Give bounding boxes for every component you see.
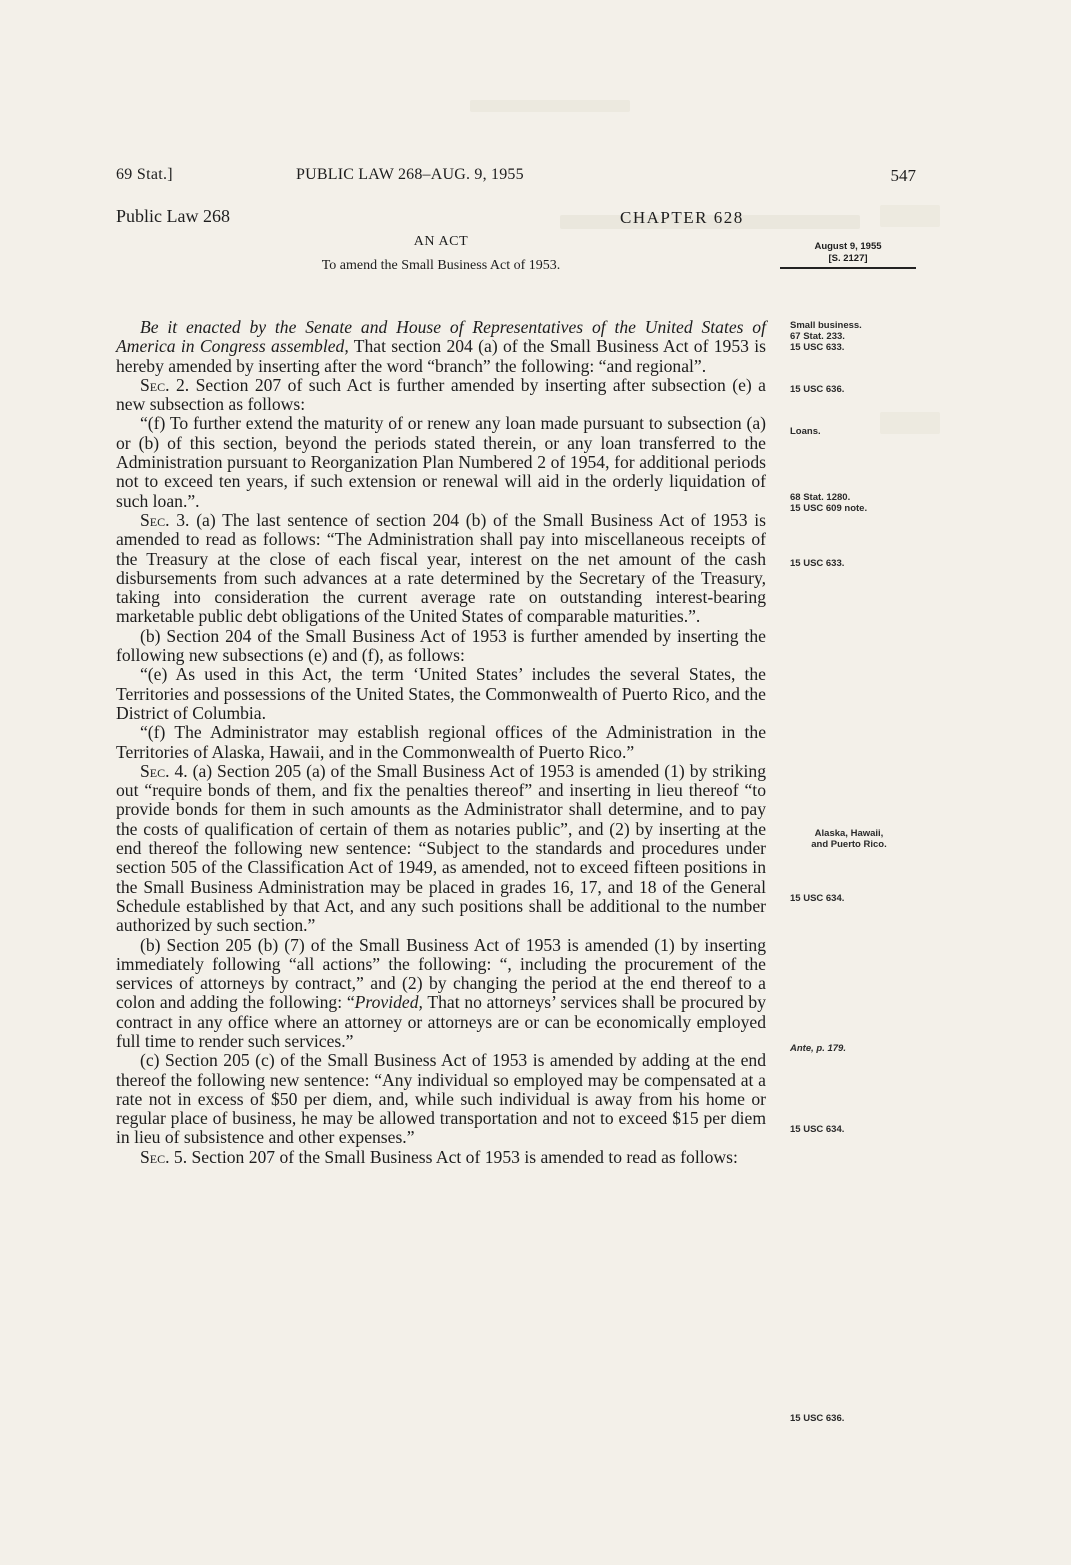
section-4: Sec. 4. (a) Section 205 (a) of the Small Business Act of 1953 is amended (1) by striking out “require bonds of them, and fix the penalties thereof” and inserting in lieu thereof “to provide bonds for them in such amounts as the Administrator shall determine, and to pay the costs of qualification of certain of them as notaries public”, and (2) by inserting at the end thereof the following new sentence: “Subject to the standards and procedures under section 505 of the Classification Act of 1949, as amended, not to exceed fifteen positions in the Small Business Administration may be placed in grades 16, 17, and 18 of the General Schedule established by that Act, and any such positions shall be additional to the number authorized by such section.” xyxy=(116,760,766,936)
volume-reference: 69 Stat.] xyxy=(116,166,173,183)
section-label: Sec. 4. xyxy=(140,760,188,781)
margin-note-usc-633: 15 USC 633. xyxy=(790,558,845,569)
section-3-b: (b) Section 204 of the Small Business Act of 1953 is further amended by inserting the following new subsections (e) and (f), as follows: xyxy=(116,625,766,666)
section-4-b: (b) Section 205 (b) (7) of the Small Business Act of 1953 is amended (1) by inserting immediately following “all actions” the following: “, including the procurement of the services of attorneys by contract,” and (2) by changing the period at the end thereof to a colon and adding the following: “Provided, That no attorneys’ services shall be procured by contract in any office where an attorney or attorneys are or can be economically employed full time to render such services.” xyxy=(116,934,766,1051)
page-number: 547 xyxy=(890,166,916,185)
section-2-subsection-f: “(f) To further extend the maturity of or renew any loan made pursuant to subsection (a) or (b) of this section, beyond the periods stated therein, or any loan transferred to the Administration pursuant to Reorganization Plan Numbered 2 of 1954, for additional periods not to exceed ten years, if such extension or renewal will aid in the orderly liquidation of such loan.”. xyxy=(116,413,766,511)
margin-note-usc-636-b: 15 USC 636. xyxy=(790,1413,845,1424)
margin-note-68-stat: 68 Stat. 1280. 15 USC 609 note. xyxy=(790,492,868,514)
section-3: Sec. 3. (a) The last sentence of section 204 (b) of the Small Business Act of 1953 is amended to read as follows: “The Administration shall pay into miscellaneous receipts of the Treasury at the close of each fiscal year, interest on the net amount of the cash disbursements from such advances at a rate determined by the Secretary of the Treasury, taking into consideration the current average rate on outstanding interest-bearing marketable public debt obligations of the United States of comparable maturities.”. xyxy=(116,509,766,627)
enactment-date: August 9, 1955 xyxy=(814,241,882,252)
section-4-c: (c) Section 205 (c) of the Small Business Act of 1953 is amended by adding at the end thereof the following new sentence: “Any individual so employed may be compensated at a rate not in excess of $50 per diem, and, while such individual is away from his home or regular place of business, he may be allowed transportation and not to exceed $15 per diem in lieu of subsistence and other expenses.” xyxy=(116,1050,766,1148)
section-3-subsection-e: “(e) As used in this Act, the term ‘United States’ includes the several States, the Territories and possessions of the United States, the Commonwealth of Puerto Rico, and the District of Columbia. xyxy=(116,664,766,723)
act-purpose: To amend the Small Business Act of 1953. xyxy=(321,258,561,273)
margin-note-usc-636: 15 USC 636. xyxy=(790,384,845,395)
running-head xyxy=(116,166,916,188)
section-label: Sec. 5. xyxy=(140,1146,188,1167)
enacting-clause: Be it enacted by the Senate and House of Representatives of the United States of America in Congress assembled, That section 204 (a) of the Small Business Act of 1953 is hereby amended by inserting after the word “branch” the following: “and regional”. xyxy=(116,317,766,376)
an-act-label: AN ACT xyxy=(413,234,469,249)
bleed-through-artifact xyxy=(470,100,630,112)
margin-note-ante: Ante, p. 179. xyxy=(790,1043,846,1054)
chapter-label: CHAPTER 628 xyxy=(620,208,744,227)
section-label: Sec. 3. xyxy=(140,509,190,530)
margin-note-usc-634-b: 15 USC 634. xyxy=(790,1124,845,1135)
section-label: Sec. 2. xyxy=(140,374,190,395)
margin-note-territories: Alaska, Hawaii, and Puerto Rico. xyxy=(811,828,887,850)
section-2: Sec. 2. Section 207 of such Act is further amended by inserting after subsection (e) a new subsection as follows: xyxy=(116,374,766,415)
bleed-through-artifact xyxy=(880,205,940,227)
margin-note-loans: Loans. xyxy=(790,426,821,437)
running-head-title: PUBLIC LAW 268–AUG. 9, 1955 xyxy=(296,166,524,183)
margin-note-usc-634: 15 USC 634. xyxy=(790,893,845,904)
act-body xyxy=(116,318,766,1167)
date-box xyxy=(780,241,916,269)
section-5: Sec. 5. Section 207 of the Small Business Act of 1953 is amended to read as follows: xyxy=(140,1146,738,1167)
enacting-formula: Be it enacted by the Senate and House of Representatives of the United States of America in Congress assembled, xyxy=(116,317,766,357)
section-3-subsection-f: “(f) The Administrator may establish regional offices of the Administration in the Territories of Alaska, Hawaii, and in the Commonwealth of Puerto Rico.” xyxy=(116,722,766,762)
margin-note-small-business: Small business. 67 Stat. 233. 15 USC 633. xyxy=(790,320,862,353)
bill-number: [S. 2127] xyxy=(828,253,868,264)
public-law-label: Public Law 268 xyxy=(116,206,230,226)
